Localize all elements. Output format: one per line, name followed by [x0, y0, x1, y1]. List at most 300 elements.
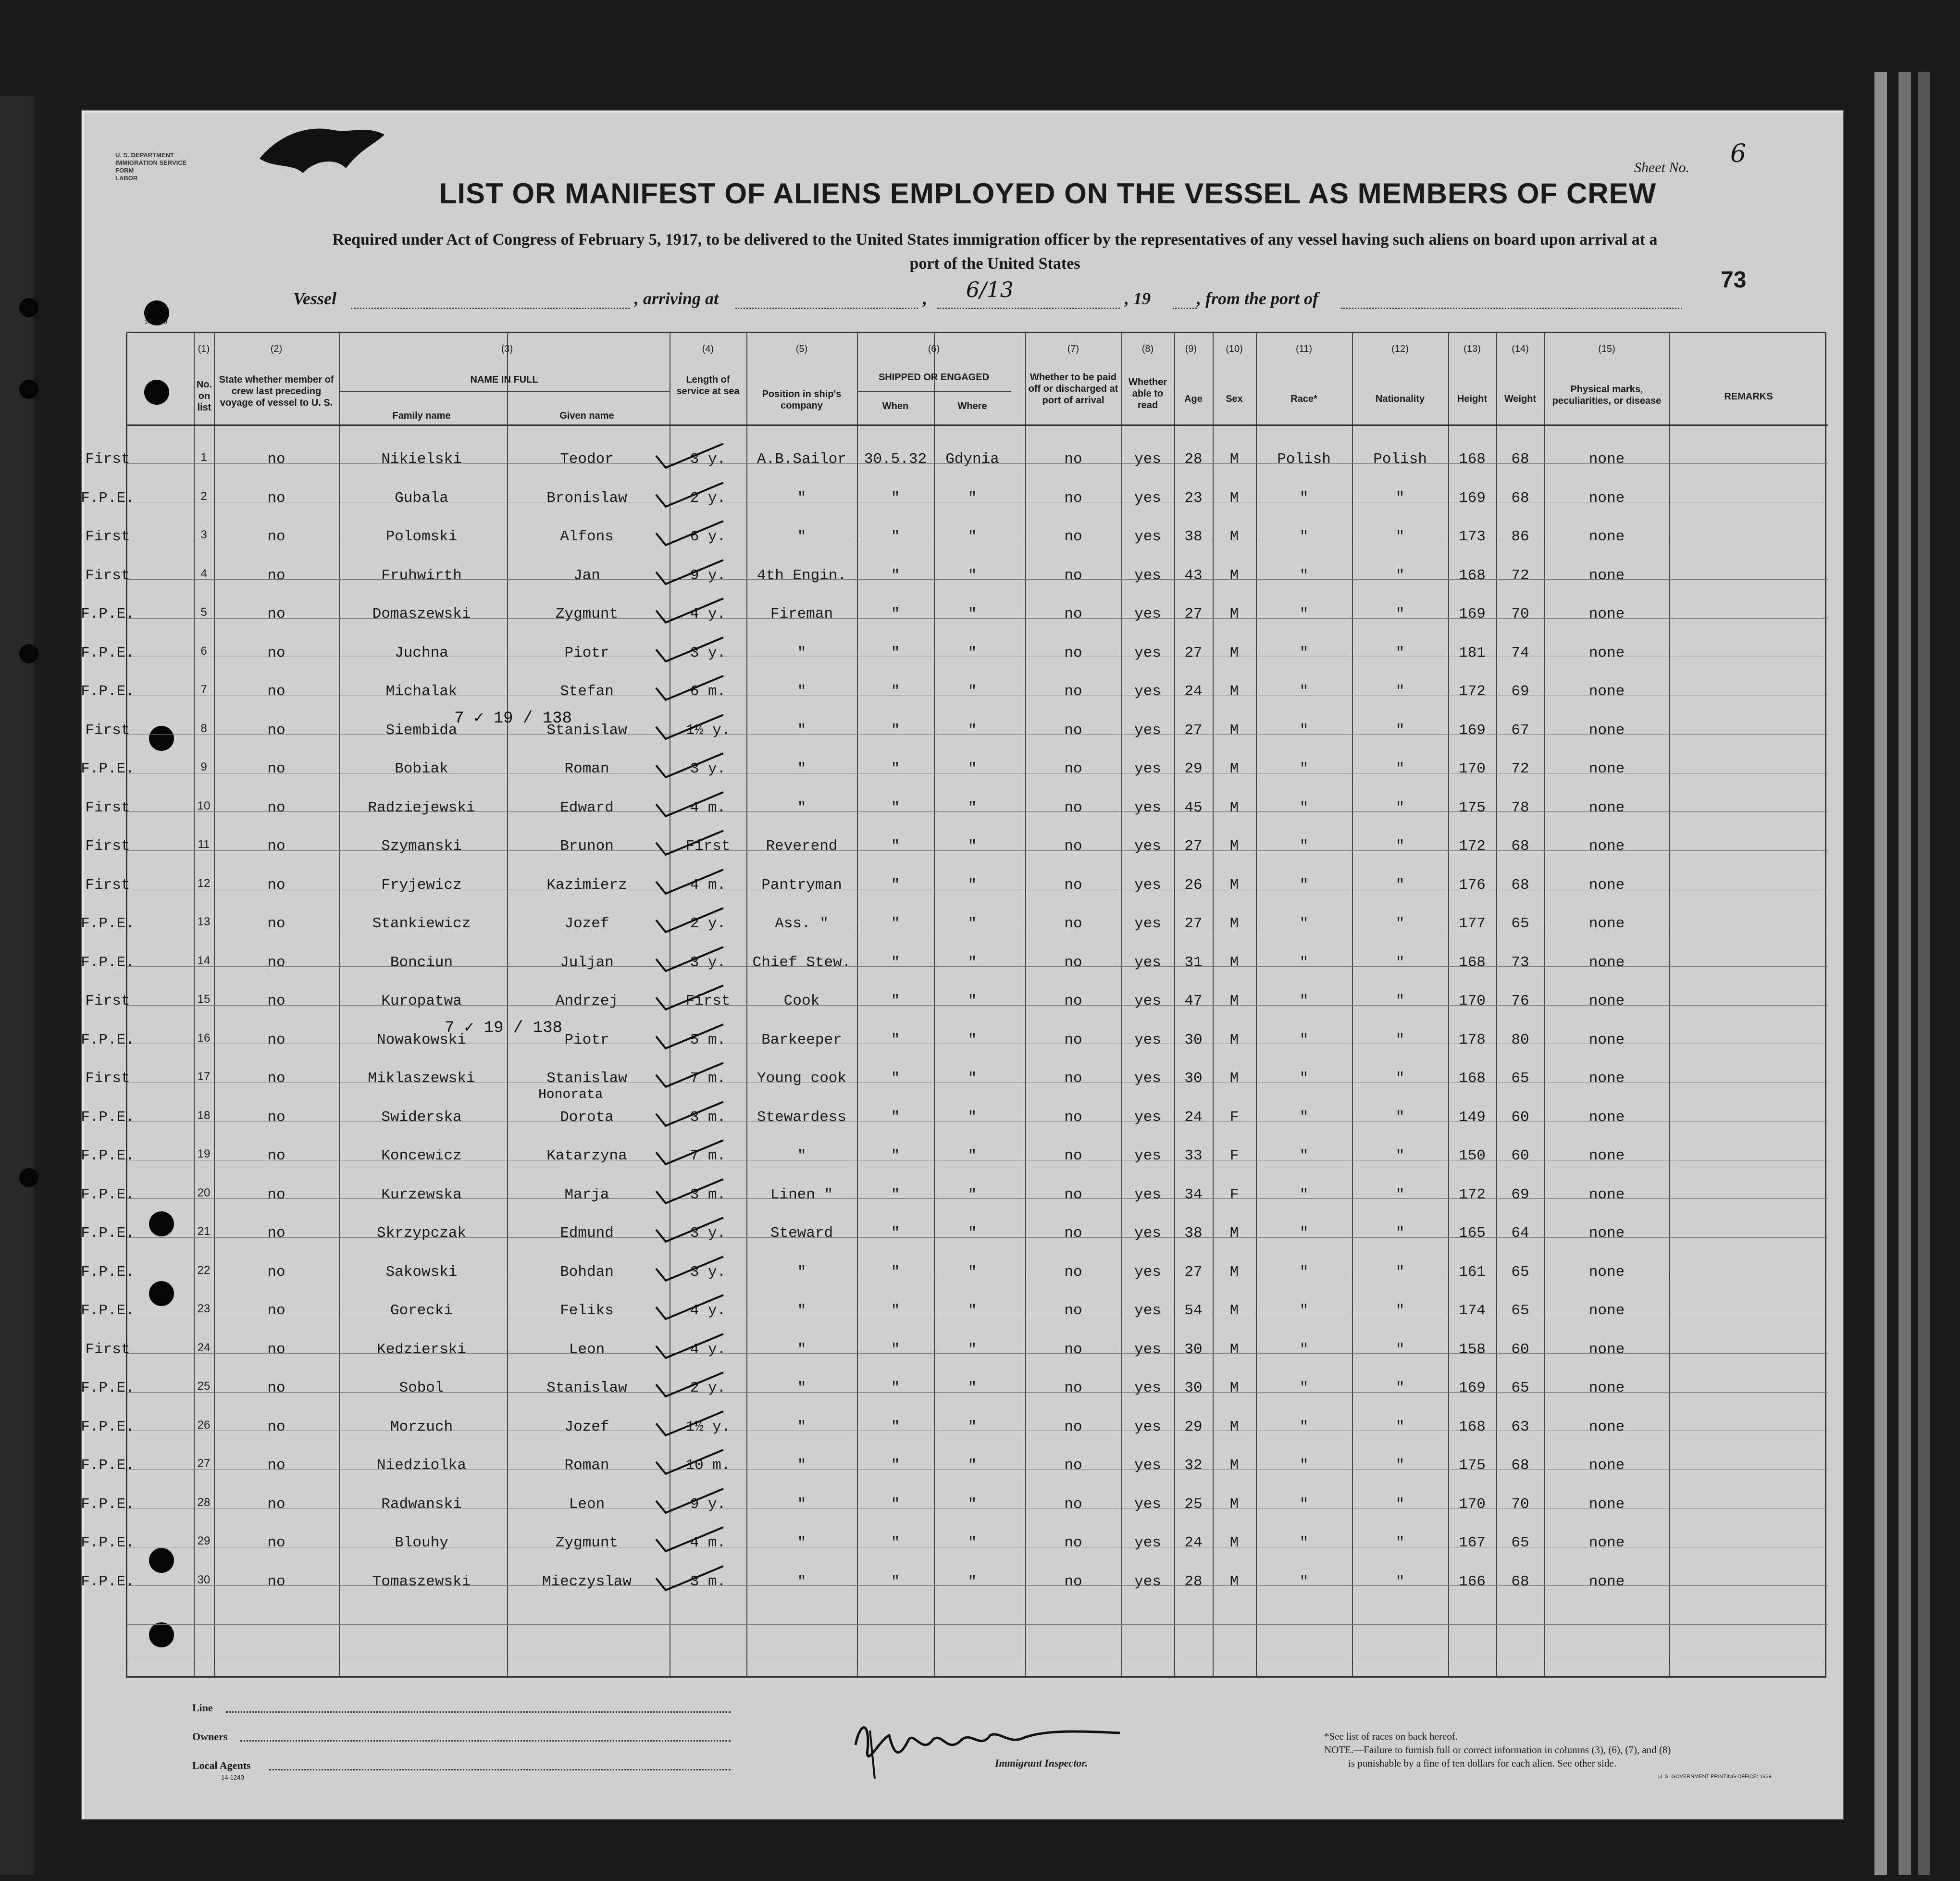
checkmark-icon — [651, 1215, 728, 1244]
age-cell: 27 — [1184, 606, 1203, 623]
sex-cell: M — [1229, 1534, 1239, 1551]
row-number-cell: 28 — [197, 1495, 211, 1509]
age-cell: 30 — [1184, 1380, 1203, 1396]
height-cell: 149 — [1459, 1109, 1486, 1126]
length-of-service-cell: 3 y. — [690, 760, 726, 777]
height-cell: 169 — [1459, 1380, 1486, 1396]
header-when: When — [882, 401, 909, 411]
header-height: Height — [1457, 394, 1488, 404]
height-cell: 170 — [1459, 1495, 1486, 1513]
able-to-read-cell: yes — [1134, 1070, 1161, 1087]
nationality-cell: " — [1395, 876, 1405, 894]
row-class-cell: F.P.E. — [81, 683, 135, 700]
family-name-cell: Siembida — [385, 722, 458, 739]
height-cell: 172 — [1459, 838, 1486, 855]
able-to-read-cell: yes — [1134, 993, 1161, 1009]
row-number-cell: 24 — [197, 1341, 211, 1354]
nationality-cell: Polish — [1373, 451, 1427, 468]
height-cell: 167 — [1459, 1534, 1486, 1551]
height-cell: 172 — [1459, 1186, 1486, 1203]
checkmark-icon — [651, 1370, 728, 1399]
sheet-number: 6 — [1730, 139, 1747, 168]
age-cell: 47 — [1184, 993, 1203, 1009]
position-cell: " — [797, 1263, 806, 1281]
column-number: (3) — [501, 344, 513, 354]
race-cell: " — [1299, 1263, 1309, 1281]
race-cell: " — [1299, 644, 1309, 661]
paid-off-cell: no — [1064, 683, 1082, 700]
sex-cell: M — [1229, 489, 1239, 507]
sex-cell: M — [1229, 799, 1239, 816]
local-agents-field[interactable] — [269, 1769, 731, 1770]
nationality-cell: " — [1395, 760, 1405, 777]
physical-marks-cell: none — [1588, 1457, 1625, 1474]
length-of-service-cell: 3 m. — [690, 1109, 726, 1126]
length-of-service-cell: 3 y. — [690, 644, 726, 661]
age-cell: 27 — [1184, 838, 1203, 855]
sex-cell: M — [1229, 1573, 1239, 1590]
checkmark-icon — [651, 519, 728, 548]
checkmark-icon — [651, 983, 728, 1012]
age-cell: 24 — [1184, 1109, 1203, 1126]
given-name-cell: Katarzyna — [546, 1147, 627, 1164]
physical-marks-cell: none — [1588, 954, 1625, 971]
checkmark-icon — [651, 1332, 728, 1360]
height-cell: 181 — [1459, 644, 1486, 661]
row-class-cell: F.P.E. — [81, 1302, 135, 1319]
race-cell: " — [1299, 1031, 1309, 1048]
age-cell: 24 — [1184, 1534, 1203, 1551]
sex-cell: M — [1229, 915, 1239, 932]
position-cell: " — [797, 489, 806, 507]
given-name-cell: Jan — [573, 567, 600, 584]
shipped-when-cell: " — [891, 1457, 900, 1474]
row-class-cell: First — [85, 876, 130, 894]
row-class-cell: First — [85, 722, 130, 739]
position-cell: 4th Engin. — [757, 567, 847, 584]
paid-off-cell: no — [1064, 915, 1082, 932]
handwritten-annotation: 7 ✓ 19 / 138 — [445, 1019, 562, 1037]
physical-marks-cell: none — [1588, 915, 1625, 932]
previous-voyage-cell: no — [267, 1341, 285, 1358]
length-of-service-cell: 3 y. — [690, 1263, 726, 1281]
row-number-cell: 1 — [200, 451, 207, 464]
paid-off-cell: no — [1064, 799, 1082, 816]
physical-marks-cell: none — [1588, 760, 1625, 777]
weight-cell: 68 — [1511, 1573, 1529, 1590]
header-sex: Sex — [1226, 394, 1243, 404]
line-field[interactable] — [226, 1711, 731, 1713]
row-class-cell: F.P.E. — [81, 1380, 135, 1396]
given-name-cell: Mieczyslaw — [542, 1573, 632, 1590]
nationality-cell: " — [1395, 528, 1405, 545]
race-cell: " — [1299, 1534, 1309, 1551]
length-of-service-cell: 4 m. — [690, 876, 726, 894]
family-name-cell: Blouhy — [395, 1534, 448, 1551]
row-divider — [127, 1624, 1828, 1625]
paid-off-cell: no — [1064, 1495, 1082, 1513]
sheet-label: Sheet No. — [1634, 160, 1689, 175]
sex-cell: M — [1229, 993, 1239, 1009]
header-remarks: REMARKS — [1724, 391, 1773, 402]
given-name-cell: Bronislaw — [546, 489, 627, 507]
position-cell: " — [797, 644, 806, 661]
able-to-read-cell: yes — [1134, 1573, 1161, 1590]
nationality-cell: " — [1395, 489, 1405, 507]
able-to-read-cell: yes — [1134, 1302, 1161, 1319]
column-number: (13) — [1464, 344, 1481, 354]
binder-hole — [19, 644, 38, 663]
shipped-where-cell: " — [968, 1302, 977, 1319]
column-number: (15) — [1598, 344, 1615, 354]
position-cell: Stewardess — [757, 1109, 847, 1126]
from-port-field[interactable] — [1341, 308, 1682, 309]
paid-off-cell: no — [1064, 1263, 1082, 1281]
age-cell: 45 — [1184, 799, 1203, 816]
row-class-cell: F.P.E. — [81, 1225, 135, 1242]
shipped-where-cell: " — [968, 1186, 977, 1203]
row-number-cell: 20 — [197, 1186, 211, 1199]
family-name-cell: Gubala — [395, 489, 448, 507]
length-of-service-cell: 9 y. — [690, 567, 726, 584]
date-field[interactable] — [937, 308, 1120, 309]
row-class-cell: F.P.E. — [81, 1573, 135, 1590]
row-number-cell: 14 — [197, 954, 211, 967]
sex-cell: M — [1229, 1225, 1239, 1242]
given-name-cell: Edmund — [560, 1225, 614, 1242]
physical-marks-cell: none — [1588, 1534, 1625, 1551]
checkmark-icon — [651, 635, 728, 664]
height-cell: 172 — [1459, 683, 1486, 700]
family-name-cell: Stankiewicz — [372, 915, 471, 932]
length-of-service-cell: 2 y. — [690, 489, 726, 507]
paid-off-cell: no — [1064, 760, 1082, 777]
row-number-cell: 18 — [197, 1109, 211, 1122]
column-number: (5) — [795, 344, 808, 354]
row-class-cell: First — [85, 1070, 130, 1087]
age-cell: 38 — [1184, 1225, 1203, 1242]
able-to-read-cell: yes — [1134, 451, 1161, 468]
paid-off-cell: no — [1064, 1225, 1082, 1242]
nationality-cell: " — [1395, 606, 1405, 623]
sex-cell: M — [1229, 528, 1239, 545]
weight-cell: 73 — [1511, 954, 1529, 971]
physical-marks-cell: none — [1588, 1147, 1625, 1164]
weight-cell: 63 — [1511, 1418, 1529, 1435]
row-class-cell: F.P.E. — [81, 1186, 135, 1203]
previous-voyage-cell: no — [267, 1380, 285, 1396]
family-name-cell: Swiderska — [381, 1109, 462, 1126]
subtitle-line: Required under Act of Congress of February 5, 1917, to be delivered to the United States immigration officer by the representatives of any vessel having such aliens on board upon arrival at a — [332, 231, 1658, 249]
position-cell: Young cook — [757, 1070, 847, 1087]
family-name-cell: Juchna — [395, 644, 448, 661]
nationality-cell: " — [1395, 1031, 1405, 1048]
length-of-service-cell: 2 y. — [690, 915, 726, 932]
age-cell: 32 — [1184, 1457, 1203, 1474]
shipped-where-cell: " — [968, 567, 977, 584]
age-cell: 27 — [1184, 915, 1203, 932]
age-cell: 33 — [1184, 1147, 1203, 1164]
header-no-on-list: No. on list — [196, 379, 212, 413]
position-cell: Steward — [770, 1225, 833, 1242]
length-of-service-cell: 4 y. — [690, 1302, 726, 1319]
able-to-read-cell: yes — [1134, 1495, 1161, 1513]
sex-cell: M — [1229, 1070, 1239, 1087]
owners-label: Owners — [192, 1731, 228, 1743]
race-cell: " — [1299, 1225, 1309, 1242]
binder-hole — [19, 1168, 38, 1187]
physical-marks-cell: none — [1588, 1070, 1625, 1087]
nationality-cell: " — [1395, 683, 1405, 700]
sex-cell: M — [1229, 451, 1239, 468]
age-cell: 27 — [1184, 722, 1203, 739]
weight-cell: 80 — [1511, 1031, 1529, 1048]
position-cell: Ass. " — [775, 915, 829, 932]
nationality-cell: " — [1395, 993, 1405, 1009]
row-class-cell: F.P.E. — [81, 606, 135, 623]
age-cell: 43 — [1184, 567, 1203, 584]
position-cell: " — [797, 1457, 806, 1474]
physical-marks-cell: none — [1588, 1031, 1625, 1048]
previous-voyage-cell: no — [267, 451, 285, 468]
previous-voyage-cell: no — [267, 954, 285, 971]
subheader-divider — [339, 391, 670, 392]
checkmark-icon — [651, 1099, 728, 1128]
printing-office-imprint: U. S. GOVERNMENT PRINTING OFFICE: 1929 — [1658, 1774, 1772, 1780]
position-cell: " — [797, 722, 806, 739]
physical-marks-cell: none — [1588, 838, 1625, 855]
age-cell: 29 — [1184, 1418, 1203, 1435]
paid-off-cell: no — [1064, 1147, 1082, 1164]
able-to-read-cell: yes — [1134, 1225, 1161, 1242]
shipped-where-cell: " — [968, 1225, 977, 1242]
weight-cell: 65 — [1511, 1380, 1529, 1396]
able-to-read-cell: yes — [1134, 1263, 1161, 1281]
shipped-when-cell: " — [891, 1341, 900, 1358]
paid-off-cell: no — [1064, 1418, 1082, 1435]
age-cell: 26 — [1184, 876, 1203, 894]
owners-field[interactable] — [240, 1740, 731, 1742]
length-of-service-cell: 3 y. — [690, 451, 726, 468]
race-cell: " — [1299, 1302, 1309, 1319]
shipped-when-cell: " — [891, 876, 900, 894]
header-age: Age — [1184, 394, 1203, 404]
year-field[interactable] — [1173, 308, 1197, 309]
nationality-cell: " — [1395, 799, 1405, 816]
nationality-cell: " — [1395, 1302, 1405, 1319]
position-cell: Reverend — [766, 838, 838, 855]
year-label: , 19 — [1125, 289, 1151, 308]
nationality-cell: " — [1395, 1147, 1405, 1164]
shipped-when-cell: " — [891, 1380, 900, 1396]
previous-voyage-cell: no — [267, 1495, 285, 1513]
header-divider — [127, 424, 1828, 426]
shipped-where-cell: " — [968, 1263, 977, 1281]
page-subtitle — [183, 228, 1807, 276]
given-name-cell: Leon — [569, 1495, 605, 1513]
weight-cell: 65 — [1511, 1070, 1529, 1087]
family-name-cell: Nikielski — [381, 451, 462, 468]
nationality-cell: " — [1395, 1457, 1405, 1474]
position-cell: " — [797, 683, 806, 700]
physical-marks-cell: none — [1588, 722, 1625, 739]
weight-cell: 65 — [1511, 915, 1529, 932]
nationality-cell: " — [1395, 838, 1405, 855]
shipped-where-cell: " — [968, 1495, 977, 1513]
race-cell: " — [1299, 1109, 1309, 1126]
height-cell: 176 — [1459, 876, 1486, 894]
sex-cell: M — [1229, 1302, 1239, 1319]
position-cell: Barkeeper — [761, 1031, 842, 1048]
family-name-cell: Miklaszewski — [368, 1070, 475, 1087]
able-to-read-cell: yes — [1134, 567, 1161, 584]
weight-cell: 70 — [1511, 606, 1529, 623]
race-cell: " — [1299, 993, 1309, 1009]
shipped-where-cell: " — [968, 1109, 977, 1126]
shipped-where-cell: " — [968, 528, 977, 545]
subheader-divider — [857, 391, 1011, 392]
given-name-cell: Juljan — [560, 954, 614, 971]
race-cell: " — [1299, 1457, 1309, 1474]
physical-marks-cell: none — [1588, 1341, 1625, 1358]
row-number-cell: 5 — [200, 606, 207, 619]
shipped-where-cell: " — [968, 606, 977, 623]
nationality-cell: " — [1395, 1186, 1405, 1203]
position-cell: Chief Stew. — [752, 954, 851, 971]
shipped-when-cell: " — [891, 489, 900, 507]
row-number-cell: 27 — [197, 1457, 211, 1470]
footer-form-number: 14-1240 — [221, 1774, 244, 1781]
able-to-read-cell: yes — [1134, 1534, 1161, 1551]
length-of-service-cell: 10 m. — [685, 1457, 731, 1474]
row-class-cell: F.P.E. — [81, 1147, 135, 1164]
shipped-where-cell: " — [968, 1457, 977, 1474]
given-name-cell: Dorota — [560, 1109, 614, 1126]
arriving-field[interactable] — [735, 308, 918, 309]
able-to-read-cell: yes — [1134, 722, 1161, 739]
row-number-cell: 4 — [200, 567, 207, 580]
column-number: (14) — [1512, 344, 1529, 354]
previous-voyage-cell: no — [267, 799, 285, 816]
previous-voyage-cell: no — [267, 1070, 285, 1087]
sex-cell: M — [1229, 760, 1239, 777]
sex-cell: M — [1229, 644, 1239, 661]
crew-manifest-table — [81, 332, 1826, 1678]
shipped-where-cell: " — [968, 993, 977, 1009]
physical-marks-cell: none — [1588, 1109, 1625, 1126]
row-number-cell: 25 — [197, 1380, 211, 1393]
height-cell: 169 — [1459, 722, 1486, 739]
given-name-cell: Marja — [564, 1186, 609, 1203]
length-of-service-cell: 6 y. — [690, 528, 726, 545]
given-name-cell: Stefan — [560, 683, 614, 700]
shipped-where-cell: " — [968, 876, 977, 894]
physical-marks-cell: none — [1588, 1380, 1625, 1396]
family-name-cell: Morzuch — [390, 1418, 453, 1435]
row-class-cell: F.P.E. — [81, 1263, 135, 1281]
sex-cell: M — [1229, 1418, 1239, 1435]
race-cell: " — [1299, 1380, 1309, 1396]
paid-off-cell: no — [1064, 644, 1082, 661]
age-cell: 30 — [1184, 1070, 1203, 1087]
physical-marks-cell: none — [1588, 1263, 1625, 1281]
comma: , — [923, 289, 927, 308]
age-cell: 25 — [1184, 1495, 1203, 1513]
paid-off-cell: no — [1064, 1380, 1082, 1396]
row-number-cell: 19 — [197, 1147, 211, 1160]
column-number: (1) — [198, 344, 210, 354]
handwritten-annotation: 7 ✓ 19 / 138 — [454, 709, 572, 728]
height-cell: 168 — [1459, 1070, 1486, 1087]
family-name-cell: Radwanski — [381, 1495, 462, 1513]
sex-cell: M — [1229, 838, 1239, 855]
previous-voyage-cell: no — [267, 1534, 285, 1551]
physical-marks-cell: none — [1588, 1495, 1625, 1513]
shipped-when-cell: " — [891, 1147, 900, 1164]
weight-cell: 69 — [1511, 683, 1529, 700]
able-to-read-cell: yes — [1134, 799, 1161, 816]
length-of-service-cell: 3 m. — [690, 1186, 726, 1203]
checkmark-icon — [651, 480, 728, 509]
race-cell: " — [1299, 876, 1309, 894]
shipped-when-cell: " — [891, 1263, 900, 1281]
height-cell: 173 — [1459, 528, 1486, 545]
given-name-cell: Brunon — [560, 838, 614, 855]
row-number-cell: 30 — [197, 1573, 211, 1586]
previous-voyage-cell: no — [267, 606, 285, 623]
row-class-cell: F.P.E. — [81, 1495, 135, 1513]
age-cell: 30 — [1184, 1031, 1203, 1048]
shipped-where-cell: " — [968, 1031, 977, 1048]
length-of-service-cell: 7 m. — [690, 1147, 726, 1164]
race-cell: " — [1299, 567, 1309, 584]
vessel-field[interactable] — [351, 308, 630, 309]
shipped-where-cell: " — [968, 838, 977, 855]
row-class-cell: F.P.E. — [81, 489, 135, 507]
shipped-when-cell: " — [891, 993, 900, 1009]
race-cell: " — [1299, 1418, 1309, 1435]
height-cell: 174 — [1459, 1302, 1486, 1319]
height-cell: 168 — [1459, 1418, 1486, 1435]
family-name-cell: Kuropatwa — [381, 993, 462, 1009]
row-class-cell: First — [85, 528, 130, 545]
checkmark-icon — [651, 1293, 728, 1321]
height-cell: 165 — [1459, 1225, 1486, 1242]
paid-off-cell: no — [1064, 1573, 1082, 1590]
previous-voyage-cell: no — [267, 1263, 285, 1281]
arrival-date: 6/13 — [966, 278, 1014, 302]
previous-voyage-cell: no — [267, 644, 285, 661]
row-number-cell: 29 — [197, 1534, 211, 1547]
length-of-service-cell: 4 y. — [690, 1341, 726, 1358]
sex-cell: M — [1229, 722, 1239, 739]
family-name-cell: Domaszewski — [372, 606, 471, 623]
weight-cell: 65 — [1511, 1534, 1529, 1551]
age-cell: 54 — [1184, 1302, 1203, 1319]
previous-voyage-cell: no — [267, 1031, 285, 1048]
row-class-cell: First — [85, 838, 130, 855]
local-agents-label: Local Agents — [192, 1759, 251, 1771]
page-edge — [1898, 72, 1911, 1875]
vessel-label: Vessel — [293, 289, 336, 308]
shipped-where-cell: " — [968, 760, 977, 777]
previous-voyage-cell: no — [267, 1302, 285, 1319]
row-class-cell: First — [85, 451, 130, 468]
sex-cell: F — [1229, 1109, 1239, 1126]
able-to-read-cell: yes — [1134, 838, 1161, 855]
header-family-name: Family name — [392, 411, 451, 421]
page-number: 73 — [1721, 267, 1747, 293]
